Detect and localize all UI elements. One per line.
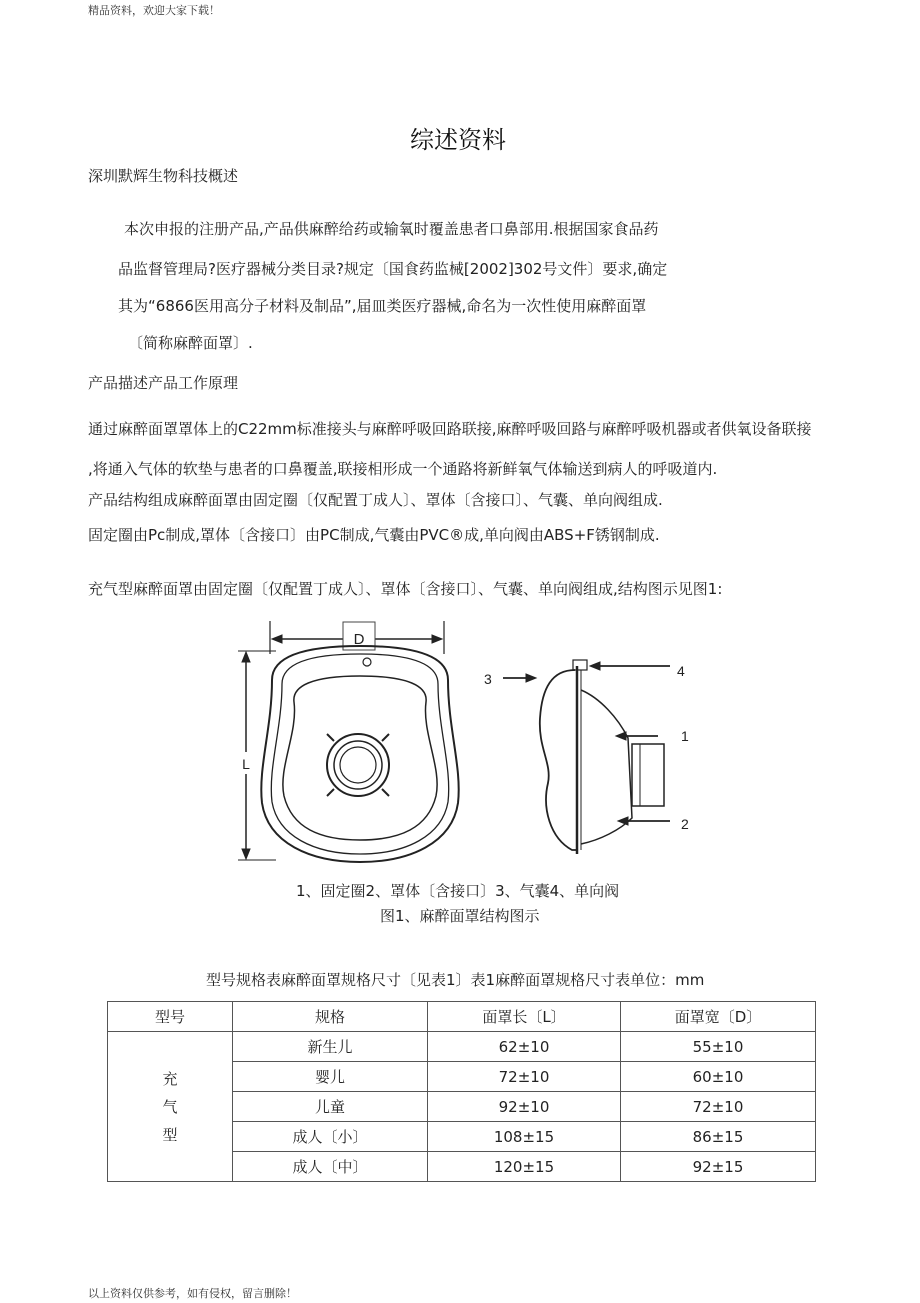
callout-2-label: 2 [681,816,689,832]
mask-top-hole [363,658,371,666]
mask-inner-rim [271,654,448,854]
footer-note: 以上资料仅供参考，如有侵权，留言删除！ [88,1287,297,1300]
cell-width: 55±10 [621,1032,816,1062]
figure-legend: 1、固定圈2、罩体〔含接口〕3、气囊4、单向阀 [296,882,620,900]
cell-length: 120±15 [428,1152,621,1182]
intro-line-1: 本次申报的注册产品,产品供麻醉给药或输氧时覆盖患者口鼻部用.根据国家食品药 [124,220,659,238]
table-caption: 型号规格表麻醉面罩规格尺寸〔见表1〕表1麻醉面罩规格尺寸表单位：mm [206,971,705,989]
callout-3-arrowhead [526,674,536,682]
spec-table [107,1001,816,1182]
callout-3-label: 3 [484,671,492,687]
side-view-cushion [540,670,578,850]
header-spec: 规格 [233,1002,428,1032]
mask-connector-outer [327,734,389,796]
callout-1-arrowhead [616,732,626,740]
type-cell [108,1032,233,1182]
header-type: 型号 [108,1002,233,1032]
section-heading-company: 深圳默辉生物科技概述 [88,167,239,185]
cell-spec: 婴儿 [233,1062,428,1092]
header-width: 面罩宽〔D〕 [621,1002,816,1032]
cell-spec: 成人〔中〕 [233,1152,428,1182]
intro-line-4: 〔简称麻醉面罩〕. [128,334,253,352]
cell-width: 92±15 [621,1152,816,1182]
callout-1-label: 1 [681,728,689,744]
principle-line-3: 产品结构组成麻醉面罩由固定圈〔仅配置丁成人〕、罩体〔含接口〕、气囊、单向阀组成. [88,491,663,509]
mask-outer-rim [261,646,458,862]
callout-4-label: 4 [677,663,685,679]
principle-line-2: ,将通入气体的软垫与患者的口鼻覆盖,联接相形成一个通路将新鲜氧气体输送到病人的呼吸道内. [88,460,718,478]
cell-length: 72±10 [428,1062,621,1092]
dim-l-label: L [242,756,250,772]
table-header-row [108,1002,816,1032]
principle-line-1: 通过麻醉面罩罩体上的C22mm标准接头与麻醉呼吸回路联接,麻醉呼吸回路与麻醉呼吸机器或者供氧设备联接 [88,420,812,438]
header-note: 精品资料，欢迎大家下载！ [88,4,220,17]
header-length: 面罩长〔L〕 [428,1002,621,1032]
dim-d-arrow-left [272,635,282,643]
side-view-connector [632,744,664,806]
dim-d-label: D [353,631,365,648]
type-char: 充 [162,1069,178,1088]
cell-length: 92±10 [428,1092,621,1122]
mask-connector-inner [340,747,376,783]
cell-spec: 成人〔小〕 [233,1122,428,1152]
intro-line-2: 品监督管理局?医疗器械分类目录?规定〔国食药监械[2002]302号文件〕要求,确定 [118,260,668,278]
intro-line-3: 其为“6866医用高分子材料及制品”,届皿类医疗器械,命名为一次性使用麻醉面罩 [118,297,647,315]
cell-width: 60±10 [621,1062,816,1092]
type-char: 型 [162,1125,178,1144]
cell-length: 62±10 [428,1032,621,1062]
table-row [108,1032,816,1062]
cell-length: 108±15 [428,1122,621,1152]
figure-caption: 图1、麻醉面罩结构图示 [380,907,540,925]
cell-width: 72±10 [621,1092,816,1122]
figure-intro: 充气型麻醉面罩由固定圈〔仅配置丁成人〕、罩体〔含接口〕、气囊、单向阀组成,结构图示见图1: [88,580,723,598]
mask-structure-diagram [230,618,710,873]
type-char: 气 [162,1097,178,1116]
side-view-valve [573,660,587,670]
section-heading-principle: 产品描述产品工作原理 [88,374,239,392]
cell-spec: 儿童 [233,1092,428,1122]
mask-cushion [283,676,437,840]
callout-2-arrowhead [618,817,628,825]
dim-d-arrow-right [432,635,442,643]
callout-4-arrowhead [590,662,600,670]
cell-width: 86±15 [621,1122,816,1152]
mask-connector-middle [334,741,382,789]
cell-spec: 新生儿 [233,1032,428,1062]
dim-l-arrow-top [242,652,250,662]
dim-l-arrow-bottom [242,849,250,859]
document-title: 综述资料 [410,126,506,154]
principle-line-4: 固定圈由Pc制成,罩体〔含接口〕由PC制成,气囊由PVC®成,单向阀由ABS+F锈钢制成. [88,526,660,544]
